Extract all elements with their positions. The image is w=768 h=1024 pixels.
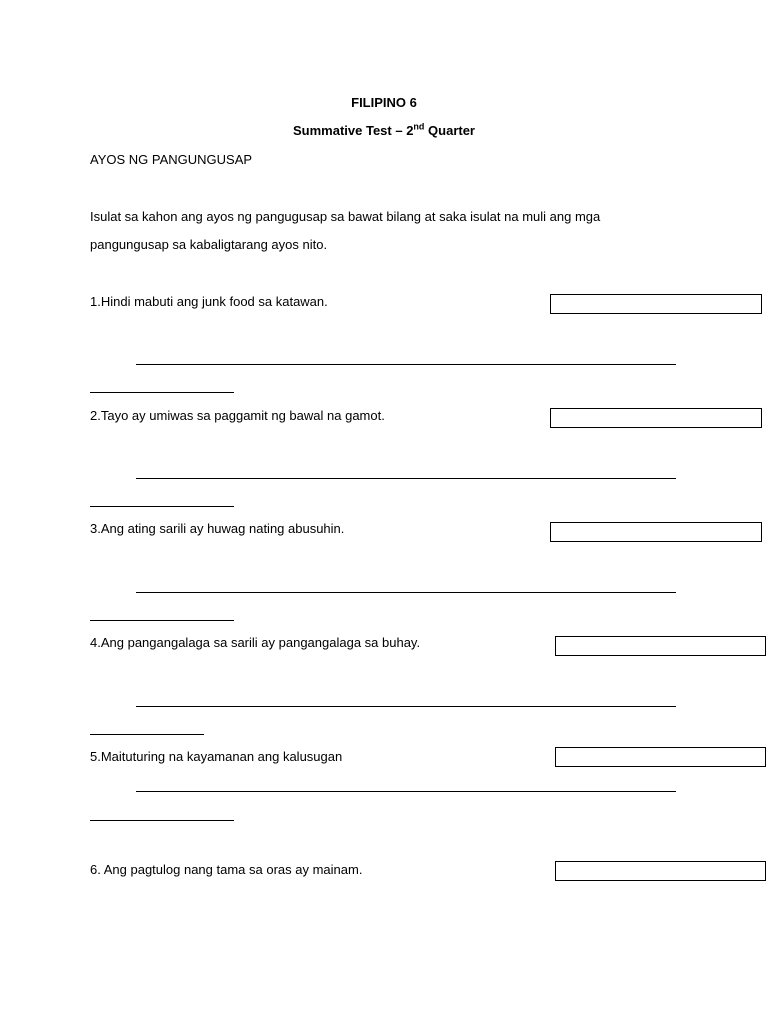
question-4: 4.Ang pangangalaga sa sarili ay pangangalaga sa buhay.	[90, 635, 421, 650]
answer-line-4-continuation[interactable]	[90, 734, 204, 735]
answer-line-4[interactable]	[136, 706, 676, 707]
answer-line-2[interactable]	[136, 478, 676, 479]
answer-line-3-continuation[interactable]	[90, 620, 234, 621]
answer-line-2-continuation[interactable]	[90, 506, 234, 507]
answer-line-1-continuation[interactable]	[90, 392, 234, 393]
answer-box-3[interactable]	[550, 522, 762, 542]
answer-box-4[interactable]	[555, 636, 766, 656]
answer-box-6[interactable]	[555, 861, 766, 881]
page-title: FILIPINO 6	[351, 95, 417, 110]
question-1: 1.Hindi mabuti ang junk food sa katawan.	[90, 294, 328, 309]
page-subtitle	[0, 123, 768, 138]
instructions-line-1: Isulat sa kahon ang ayos ng pangugusap sa bawat bilang at saka isulat na muli ang mga	[90, 209, 601, 224]
answer-line-5-continuation[interactable]	[90, 820, 234, 821]
subtitle-prefix: Summative Test – 2	[293, 123, 414, 138]
question-5: 5.Maituturing na kayamanan ang kalusugan	[90, 749, 343, 764]
subtitle-suffix: Quarter	[424, 123, 475, 138]
instructions-line-2: pangungusap sa kabaligtarang ayos nito.	[90, 237, 328, 252]
answer-box-5[interactable]	[555, 747, 766, 767]
answer-line-1[interactable]	[136, 364, 676, 365]
subtitle-superscript: nd	[413, 121, 425, 132]
section-heading: AYOS NG PANGUNGUSAP	[90, 152, 253, 167]
answer-box-2[interactable]	[550, 408, 762, 428]
answer-box-1[interactable]	[550, 294, 762, 314]
answer-line-3[interactable]	[136, 592, 676, 593]
question-6: 6. Ang pagtulog nang tama sa oras ay mainam.	[90, 862, 363, 877]
answer-line-5[interactable]	[136, 791, 676, 792]
question-2: 2.Tayo ay umiwas sa paggamit ng bawal na gamot.	[90, 408, 385, 423]
question-3: 3.Ang ating sarili ay huwag nating abusuhin.	[90, 521, 345, 536]
